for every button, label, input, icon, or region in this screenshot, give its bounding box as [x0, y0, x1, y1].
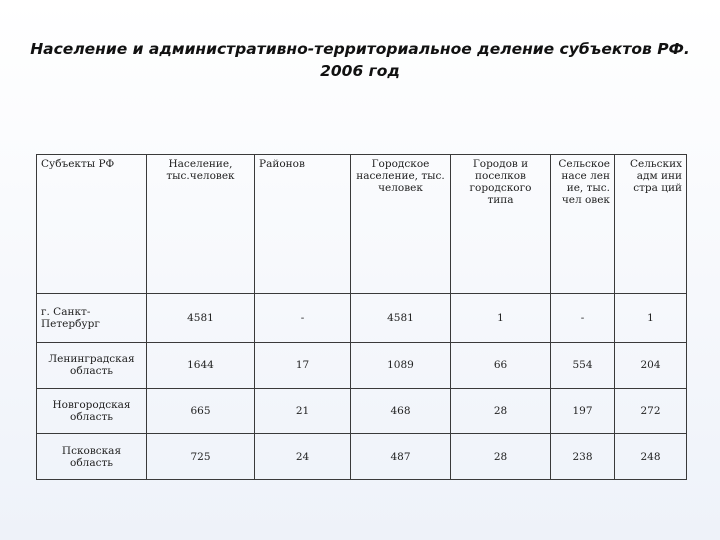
cell-population: 1644 — [147, 343, 255, 389]
header-cell-rural-administrations: Сельских адм ини стра ций — [615, 155, 687, 294]
cell-urban-population: 4581 — [351, 294, 451, 343]
table-row — [37, 294, 687, 343]
cell-rural-population: 238 — [551, 434, 615, 480]
table-row — [37, 343, 687, 389]
cell-rural-administrations: 204 — [615, 343, 687, 389]
header-cell-rural-population: Сельское насе лен ие, тыс. чел овек — [551, 155, 615, 294]
cell-subject-name: Псковская область — [37, 434, 147, 480]
cell-urban-population: 1089 — [351, 343, 451, 389]
cell-population: 4581 — [147, 294, 255, 343]
header-cell-subjects: Субъекты РФ — [37, 155, 147, 294]
cell-rural-administrations: 248 — [615, 434, 687, 480]
cell-subject-name: Новгородская область — [37, 388, 147, 434]
cell-districts: - — [255, 294, 351, 343]
cell-rural-administrations: 1 — [615, 294, 687, 343]
title-line-2: 2006 год — [320, 62, 400, 80]
cell-towns: 28 — [451, 388, 551, 434]
cell-urban-population: 487 — [351, 434, 451, 480]
cell-subject-name: Ленинградская область — [37, 343, 147, 389]
cell-rural-population: - — [551, 294, 615, 343]
cell-towns: 28 — [451, 434, 551, 480]
cell-districts: 17 — [255, 343, 351, 389]
cell-population: 665 — [147, 388, 255, 434]
cell-subject-name: г. Санкт-Петербург — [37, 294, 147, 343]
cell-towns: 66 — [451, 343, 551, 389]
cell-rural-population: 197 — [551, 388, 615, 434]
table-header-row — [37, 155, 687, 294]
table-row — [37, 388, 687, 434]
header-cell-districts: Районов — [255, 155, 351, 294]
slide-title — [0, 38, 720, 82]
title-line-1: Население и административно-территориальное деление субъектов РФ. — [30, 40, 690, 58]
table-row — [37, 434, 687, 480]
cell-districts: 24 — [255, 434, 351, 480]
cell-districts: 21 — [255, 388, 351, 434]
header-cell-population: Население, тыс.человек — [147, 155, 255, 294]
header-cell-towns: Городов и поселков городского типа — [451, 155, 551, 294]
cell-urban-population: 468 — [351, 388, 451, 434]
cell-rural-administrations: 272 — [615, 388, 687, 434]
cell-towns: 1 — [451, 294, 551, 343]
header-cell-urban-population: Городское население, тыс. человек — [351, 155, 451, 294]
cell-rural-population: 554 — [551, 343, 615, 389]
cell-population: 725 — [147, 434, 255, 480]
population-table — [36, 154, 687, 480]
